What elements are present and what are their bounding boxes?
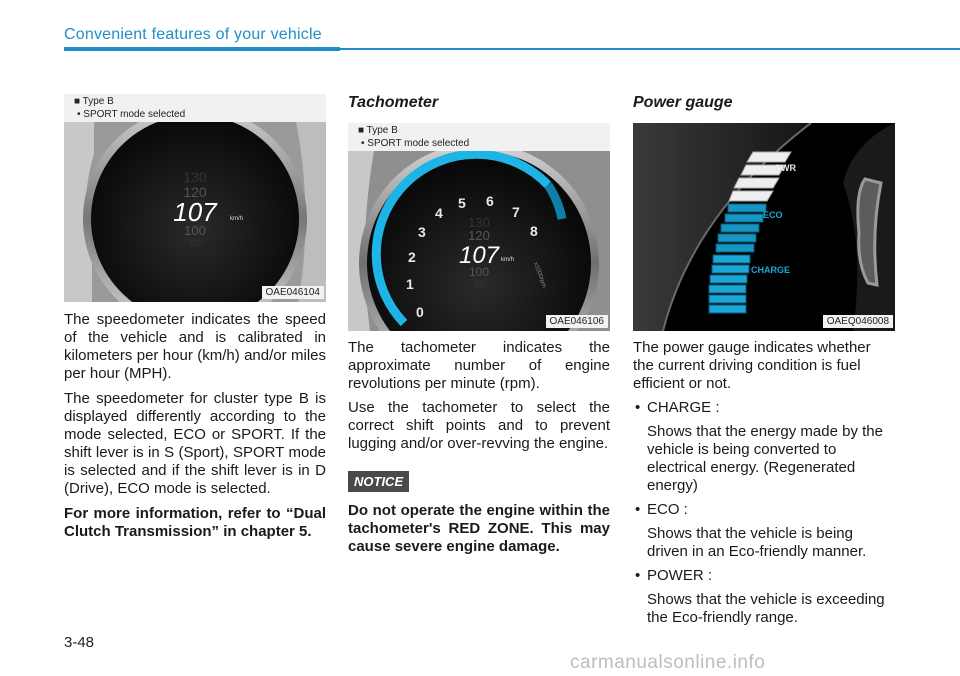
speedometer-paragraph-2: The speedometer for cluster type B is displayed differently according to the mode selected, ECO or SPORT. If the shift lever is in S (Sport), SPORT mode is selected and if the shift lever is in D (Drive), ECO mode is selected. bbox=[64, 390, 326, 497]
tach-speed-value: 107 bbox=[458, 242, 500, 269]
speedometer-figure bbox=[64, 94, 326, 302]
bullet-eco-text: Shows that the vehicle is being driven in an Eco-friendly manner. bbox=[647, 525, 867, 560]
speed-tick-top: 130 bbox=[183, 169, 207, 185]
header-rule-thick bbox=[64, 47, 340, 51]
rpm-tick-0: 0 bbox=[416, 304, 424, 320]
column-tachometer bbox=[348, 94, 610, 556]
rpm-unit: x1000rpm bbox=[532, 261, 547, 289]
caption-type: ■ Type B bbox=[74, 96, 114, 107]
tach-speed-unit: km/h bbox=[501, 257, 515, 263]
figure-code: OAE046106 bbox=[546, 315, 609, 328]
tachometer-paragraph-1: The tachometer indicates the approximate number of engine revolutions per minute (rpm). bbox=[348, 339, 610, 392]
bullet-power-label: POWER : bbox=[647, 567, 713, 584]
rpm-tick-5: 5 bbox=[458, 195, 466, 211]
speedometer-illustration bbox=[64, 94, 326, 302]
charge-label: CHARGE bbox=[751, 265, 791, 275]
bullet-charge-label: CHARGE : bbox=[647, 399, 720, 416]
bullet-eco bbox=[633, 501, 895, 519]
power-gauge-title: Power gauge bbox=[633, 94, 733, 111]
power-gauge-figure bbox=[633, 123, 895, 331]
speedometer-paragraph-1: The speedometer indicates the speed of the vehicle and is calibrated in kilometers per hour (km/h) and/or miles per hour (MPH). bbox=[64, 311, 326, 382]
bullet-power-text: Shows that the vehicle is exceeding the Eco-friendly range. bbox=[647, 591, 885, 626]
speed-value: 107 bbox=[173, 197, 217, 227]
speedometer-reference: For more information, refer to “Dual Clutch Transmission” in chapter 5. bbox=[64, 505, 326, 540]
speed-tick-below: 100 bbox=[184, 223, 206, 238]
watermark: carmanualsonline.info bbox=[570, 652, 766, 673]
tachometer-figure bbox=[348, 123, 610, 331]
tach-speed-top: 130 bbox=[468, 215, 490, 230]
power-gauge-illustration bbox=[633, 123, 895, 331]
tach-speed-above: 120 bbox=[468, 228, 490, 243]
speed-tick-above: 120 bbox=[183, 184, 207, 200]
rpm-tick-2: 2 bbox=[408, 249, 416, 265]
figure-code: OAE046104 bbox=[262, 286, 325, 299]
notice-badge: NOTICE bbox=[348, 471, 409, 492]
rpm-tick-1: 1 bbox=[406, 276, 414, 292]
caption-mode: • SPORT mode selected bbox=[77, 109, 186, 120]
rpm-tick-4: 4 bbox=[435, 205, 443, 221]
page-number: 3-48 bbox=[64, 634, 95, 651]
eco-label: ECO bbox=[763, 210, 783, 220]
tach-speed-low: 80 bbox=[473, 280, 485, 291]
power-gauge-paragraph: The power gauge indicates whether the current driving condition is fuel efficient or not. bbox=[633, 339, 871, 392]
tachometer-illustration bbox=[348, 123, 610, 331]
rpm-tick-7: 7 bbox=[512, 204, 520, 220]
column-power-gauge bbox=[633, 94, 895, 627]
speed-tick-low: 80 bbox=[188, 238, 202, 250]
figure-code: OAEQ046008 bbox=[823, 315, 893, 328]
bullet-eco-label: ECO : bbox=[647, 501, 688, 518]
bullet-power bbox=[633, 567, 895, 585]
power-label: PWR bbox=[775, 163, 796, 173]
tach-speed-below: 100 bbox=[468, 265, 490, 279]
rpm-tick-6: 6 bbox=[486, 193, 494, 209]
speed-unit: km/h bbox=[230, 216, 244, 222]
header-rule-thin bbox=[340, 48, 960, 50]
header-title: Convenient features of your vehicle bbox=[64, 26, 322, 43]
caption-mode: • SPORT mode selected bbox=[361, 138, 470, 149]
caption-type: ■ Type B bbox=[358, 125, 398, 136]
bullet-charge bbox=[633, 399, 895, 417]
tachometer-paragraph-2: Use the tachometer to select the correct shift points and to prevent lugging and/or over-revving the engine. bbox=[348, 399, 610, 452]
bullet-charge-text: Shows that the energy made by the vehicle is being converted to electrical energy. (Regenerated energy) bbox=[647, 423, 883, 494]
tachometer-title: Tachometer bbox=[348, 94, 439, 111]
rpm-tick-3: 3 bbox=[418, 224, 426, 240]
figure-caption bbox=[348, 123, 610, 151]
notice-warning: Do not operate the engine within the tachometer's RED ZONE. This may cause severe engine damage. bbox=[348, 502, 610, 555]
figure-caption bbox=[64, 94, 326, 122]
column-speedometer bbox=[64, 94, 326, 541]
rpm-tick-8: 8 bbox=[530, 223, 538, 239]
